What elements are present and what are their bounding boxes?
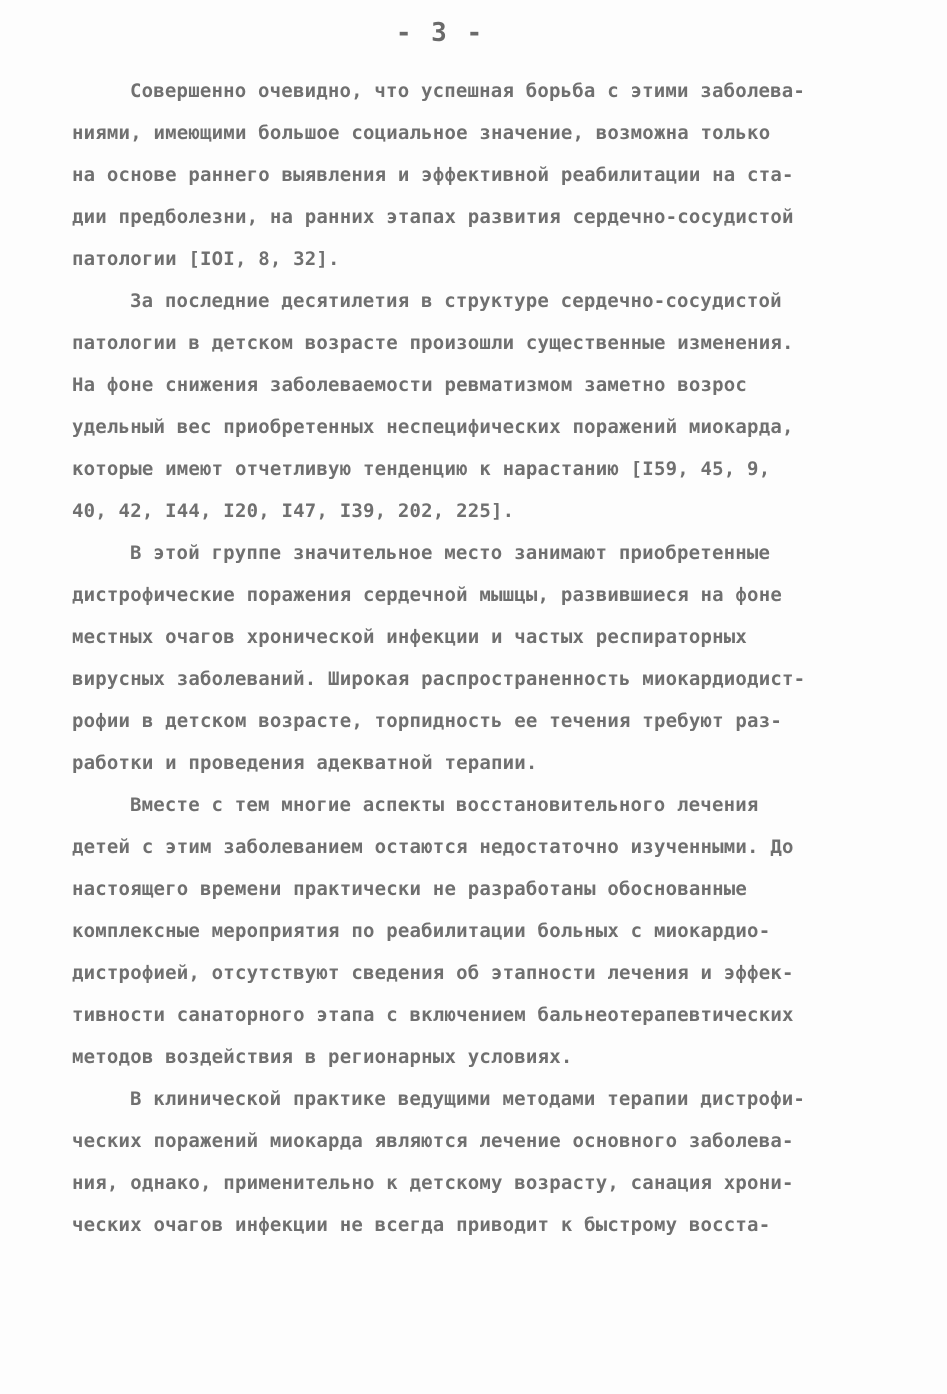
text-line: патологии в детском возрасте произошли существенные изменения.: [72, 332, 794, 354]
text-line: которые имеют отчетливую тенденцию к нарастанию [I59, 45, 9,: [72, 458, 771, 480]
text-line: ческих поражений миокарда являются лечение основного заболева-: [72, 1130, 794, 1152]
text-line: патологии [IOI, 8, 32].: [72, 248, 340, 270]
text-line: местных очагов хронической инфекции и частых респираторных: [72, 626, 748, 648]
text-line: 40, 42, I44, I20, I47, I39, 202, 225].: [72, 500, 515, 522]
text-line: комплексные мероприятия по реабилитации больных с миокардио-: [72, 920, 771, 942]
text-line: удельный вес приобретенных неспецифических поражений миокарда,: [72, 416, 794, 438]
text-line: дистрофические поражения сердечной мышцы, развившиеся на фоне: [72, 584, 782, 606]
text-line: ческих очагов инфекции не всегда приводит к быстрому восста-: [72, 1214, 771, 1236]
paragraph: [72, 784, 872, 1078]
text-line: настоящего времени практически не разработаны обоснованные: [72, 878, 748, 900]
paragraph: [72, 280, 872, 532]
text-line: На фоне снижения заболеваемости ревматизмом заметно возрос: [72, 374, 748, 396]
text-line: ния, однако, применительно к детскому возрасту, санация хрони-: [72, 1172, 794, 1194]
text-line: ниями, имеющими большое социальное значение, возможна только: [72, 122, 771, 144]
text-line: тивности санаторного этапа с включением бальнеотерапевтических: [72, 1004, 794, 1026]
text-line: дии предболезни, на ранних этапах развития сердечно-сосудистой: [72, 206, 794, 228]
page-number: - 3 -: [395, 18, 485, 48]
paragraph: [72, 1078, 872, 1246]
text-line: методов воздействия в регионарных условиях.: [72, 1046, 573, 1068]
text-line: В этой группе значительное место занимают приобретенные: [130, 542, 771, 564]
paragraph: [72, 532, 872, 784]
text-line: на основе раннего выявления и эффективной реабилитации на ста-: [72, 164, 794, 186]
text-line: работки и проведения адекватной терапии.: [72, 752, 538, 774]
text-line: Совершенно очевидно, что успешная борьба с этими заболева-: [130, 80, 806, 102]
text-line: В клинической практике ведущими методами терапии дистрофи-: [130, 1088, 806, 1110]
text-line: детей с этим заболеванием остаются недостаточно изученными. До: [72, 836, 794, 858]
text-line: рофии в детском возрасте, торпидность ее течения требуют раз-: [72, 710, 782, 732]
paragraph: [72, 70, 872, 280]
text-line: дистрофией, отсутствуют сведения об этапности лечения и эффек-: [72, 962, 794, 984]
text-line: Вместе с тем многие аспекты восстановительного лечения: [130, 794, 759, 816]
text-line: вирусных заболеваний. Широкая распространенность миокардиодист-: [72, 668, 806, 690]
text-line: За последние десятилетия в структуре сердечно-сосудистой: [130, 290, 782, 312]
body-text: [72, 70, 872, 1246]
